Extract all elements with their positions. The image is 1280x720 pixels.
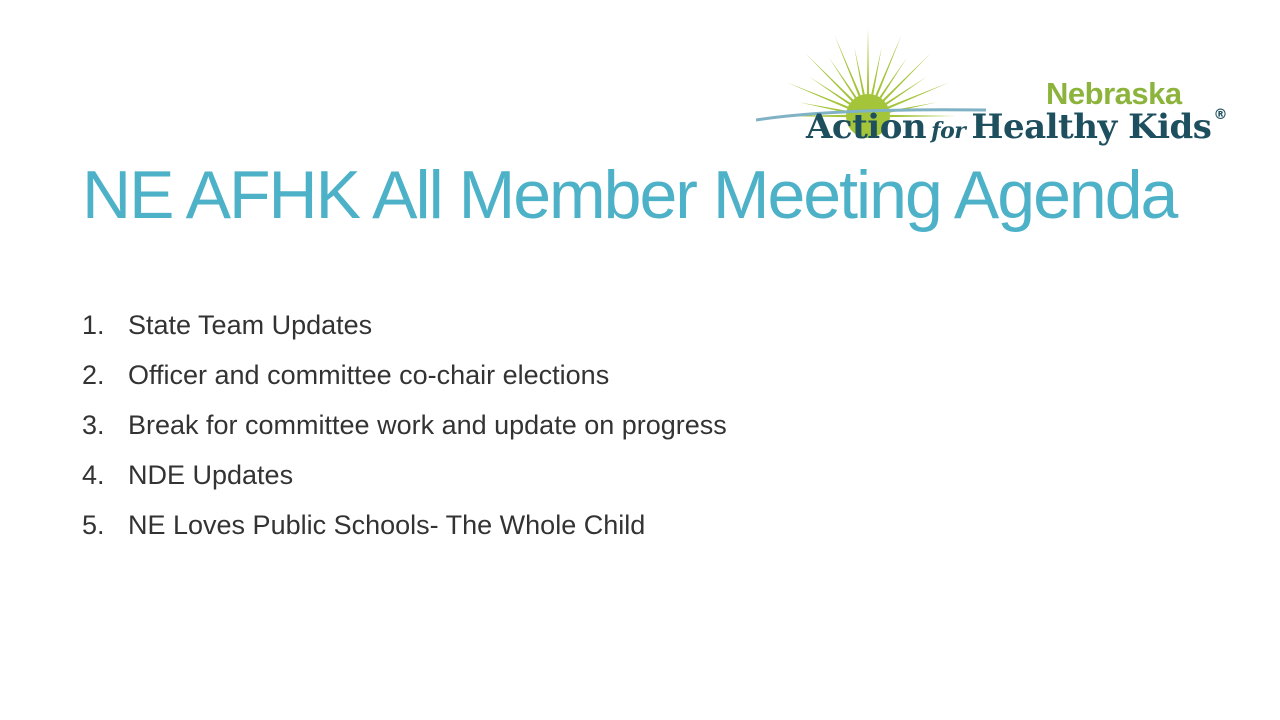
agenda-item <box>82 456 727 506</box>
logo-name-text <box>806 107 1227 147</box>
sun-ray <box>829 58 860 104</box>
sun-ray <box>867 28 869 100</box>
agenda-item-number: 1. <box>82 310 105 340</box>
agenda-item-text: NE Loves Public Schools- The Whole Child <box>128 510 646 540</box>
agenda-item-number: 2. <box>82 360 105 390</box>
agenda-item <box>82 406 727 456</box>
agenda-item-text: State Team Updates <box>128 310 373 340</box>
agenda-item-text: Officer and committee co-chair elections <box>128 360 610 390</box>
agenda-item-text: Break for committee work and update on progress <box>128 410 727 440</box>
registered-mark: ® <box>1213 107 1227 123</box>
agenda-item <box>82 506 727 556</box>
logo-name-action: Action <box>806 107 927 147</box>
sun-ray <box>876 58 907 104</box>
agenda-item <box>82 306 727 356</box>
organization-logo <box>756 24 1227 154</box>
agenda-item <box>82 356 727 406</box>
agenda-item-number: 5. <box>82 510 105 540</box>
sun-ray <box>870 47 882 100</box>
sun-ray <box>810 77 856 108</box>
agenda-item-text: NDE Updates <box>128 460 294 490</box>
agenda-item-number: 3. <box>82 410 105 440</box>
sun-ray <box>881 77 927 108</box>
slide-title: NE AFHK All Member Meeting Agenda <box>82 157 1177 233</box>
logo-region-text: Nebraska <box>1046 76 1182 111</box>
agenda-item-number: 4. <box>82 460 105 490</box>
logo-name-for: for <box>931 118 966 144</box>
logo-name-healthy-kids: Healthy Kids <box>971 107 1212 147</box>
sun-ray <box>854 47 866 100</box>
agenda-list <box>82 306 727 556</box>
